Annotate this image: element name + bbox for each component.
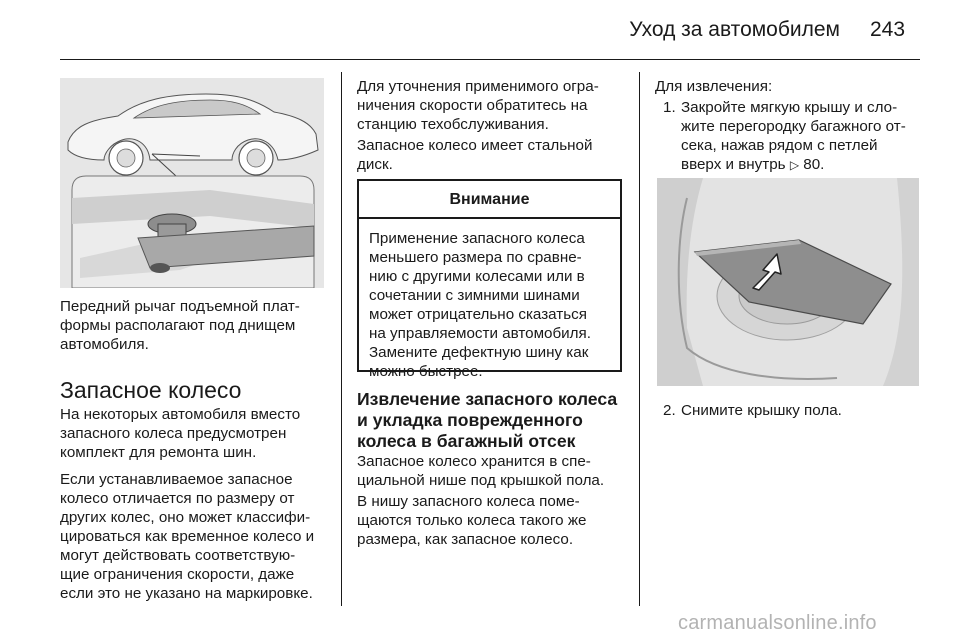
step-1-text: Закройте мягкую крышу и сло- жите перегородку багажного от- сека, нажав рядом с петлей вверх и внутрь	[681, 99, 906, 173]
step-2-text: Снимите крышку пола.	[681, 402, 842, 419]
step-1-number: 1.	[663, 99, 676, 116]
step-2-number: 2.	[663, 402, 676, 419]
header-rule	[60, 59, 920, 60]
removal-para-1: Запасное колесо хранится в спе- циальной нише под крышкой пола.	[357, 453, 605, 489]
spare-wheel-para-2: Если устанавливаемое запасное колесо отличается по размеру от других колес, оно может классифи- цироваться как временное колесо и могут действовать соответствую- щие ограничения скорости, даже если это не указано на маркировке.	[60, 471, 315, 602]
lift-caption: Передний рычаг подъемной плат- формы располагают под днищем автомобиля.	[60, 298, 300, 353]
spare-wheel-heading: Запасное колесо	[60, 377, 242, 403]
steel-rim-para: Запасное колесо имеет стальной диск.	[357, 137, 593, 173]
page-reference: 80.	[799, 156, 825, 173]
spare-wheel-para-1: На некоторых автомобиля вместо запасного колеса предусмотрен комплект для ремонта шин.	[60, 406, 301, 461]
speed-limit-para: Для уточнения применимого огра- ничения скорости обратитесь на станцию техобслуживания.	[357, 78, 599, 133]
trunk-floor-cover-illustration	[657, 178, 919, 386]
column-divider-2	[639, 72, 640, 606]
column-divider-1	[341, 72, 342, 606]
removal-intro: Для извлечения:	[655, 78, 773, 95]
step-1-item	[681, 98, 926, 175]
watermark: carmanualsonline.info	[678, 612, 877, 634]
warning-body: Применение запасного колеса меньшего размера по сравне- нию с другими колесами или в сочетании с зимними шинами может отрицательно сказаться на управляемости автомобиля. Замените дефектную шину как можно быстрее.	[369, 230, 591, 380]
warning-box	[357, 179, 622, 380]
lift-arm-illustration	[60, 78, 324, 288]
page-reference-icon: ▷	[789, 158, 800, 172]
removal-heading: Извлечение запасного колеса и укладка поврежденного колеса в багажный отсек	[357, 389, 618, 451]
warning-title: Внимание	[359, 181, 620, 219]
removal-para-2: В нишу запасного колеса поме- щаются только колеса такого же размера, как запасное колесо.	[357, 493, 587, 548]
page-number: 243	[870, 18, 906, 41]
running-header-title: Уход за автомобилем	[629, 18, 840, 41]
